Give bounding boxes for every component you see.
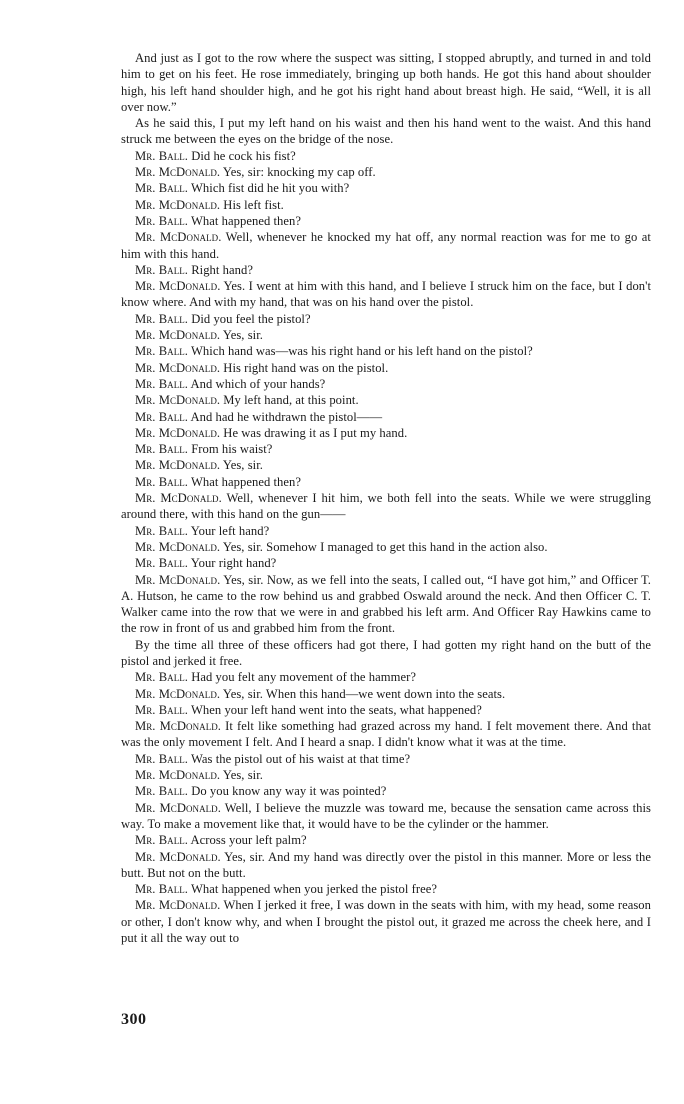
paragraph-text: Had you felt any movement of the hammer? (191, 670, 416, 685)
paragraph-text: Yes, sir. (222, 458, 263, 473)
paragraph-text: Which fist did he hit you with? (190, 181, 350, 196)
paragraph (121, 474, 651, 490)
speaker-name: Mr. McDonald. (135, 539, 221, 554)
speaker-name: Mr. McDonald. (135, 686, 221, 701)
paragraph (121, 555, 651, 571)
paragraph (121, 392, 651, 408)
speaker-name: Mr. McDonald. (135, 230, 222, 245)
speaker-name: Mr. McDonald. (135, 491, 222, 506)
paragraph (121, 148, 651, 164)
paragraph (121, 897, 651, 946)
speaker-name: Mr. Ball. (135, 670, 188, 685)
paragraph-text: When I jerked it free, I was down in the seats with him, with my head, some reason or other, I don't know why, and when I brought the pistol out, it grazed me across the cheek here, and I put it all the way out to (121, 898, 651, 946)
speaker-name: Mr. Ball. (135, 556, 188, 571)
speaker-name: Mr. McDonald. (135, 572, 221, 587)
paragraph-text: Yes, sir: knocking my cap off. (222, 165, 376, 180)
paragraph-text: Your left hand? (190, 523, 270, 538)
paragraph-text: Yes, sir. (222, 328, 263, 343)
paragraph (121, 832, 651, 848)
paragraph-text: Yes, sir. Somehow I managed to get this hand in the action also. (222, 539, 548, 554)
paragraph-text: Well, whenever I hit him, we both fell into the seats. While we were struggling around there, with this hand on the gun—— (121, 491, 651, 522)
paragraph (121, 849, 651, 882)
paragraph (121, 376, 651, 392)
paragraph-text: Yes. I went at him with this hand, and I believe I struck him on the face, but I don't know where. And with my hand, that was on his hand over the pistol. (121, 279, 652, 310)
paragraph (121, 164, 651, 180)
speaker-name: Mr. Ball. (135, 311, 188, 326)
paragraph (121, 343, 651, 359)
paragraph (121, 881, 651, 897)
paragraph (121, 115, 651, 148)
speaker-name: Mr. Ball. (135, 882, 188, 897)
speaker-name: Mr. Ball. (135, 784, 188, 799)
paragraph-text: And just as I got to the row where the suspect was sitting, I stopped abruptly, and turned in and told him to get on his feet. He rose immediately, bringing up both hands. He got this hand about shoulder high, his left hand shoulder high, and he got his right hand about breast high. He said, “Well, it is all over now.” (121, 51, 651, 114)
paragraph (121, 409, 651, 425)
paragraph (121, 229, 651, 262)
paragraph (121, 751, 651, 767)
paragraph-text: Which hand was—was his right hand or his left hand on the pistol? (190, 344, 533, 359)
paragraph (121, 523, 651, 539)
speaker-name: Mr. Ball. (135, 523, 188, 538)
speaker-name: Mr. Ball. (135, 751, 188, 766)
paragraph-text: What happened when you jerked the pistol free? (190, 882, 438, 897)
paragraph (121, 702, 651, 718)
paragraph (121, 50, 651, 115)
speaker-name: Mr. McDonald. (135, 393, 221, 408)
speaker-name: Mr. Ball. (135, 181, 188, 196)
paragraph-text: Did you feel the pistol? (191, 311, 311, 326)
speaker-name: Mr. McDonald. (135, 800, 221, 815)
paragraph-text: From his waist? (191, 442, 273, 457)
paragraph (121, 490, 651, 523)
paragraph-text: Well, whenever he knocked my hat off, any normal reaction was for me to go at him with this hand. (121, 230, 651, 261)
speaker-name: Mr. McDonald. (135, 719, 221, 734)
paragraph-text: Yes, sir. When this hand—we went down into the seats. (222, 686, 506, 701)
paragraph (121, 327, 651, 343)
paragraph-text: Yes, sir. (222, 768, 263, 783)
paragraph-text: When your left hand went into the seats, what happened? (190, 702, 482, 717)
paragraph (121, 360, 651, 376)
paragraph (121, 197, 651, 213)
paragraph-text: It felt like something had grazed across my hand. I felt movement there. And that was the only movement I felt. And I heard a snap. I didn't know what it was at the time. (121, 719, 651, 750)
paragraph-text: And which of your hands? (190, 376, 326, 391)
speaker-name: Mr. McDonald. (135, 279, 221, 294)
speaker-name: Mr. Ball. (135, 148, 188, 163)
speaker-name: Mr. McDonald. (135, 425, 221, 440)
paragraph-text: Well, I believe the muzzle was toward me, because the sensation came across this way. To make a movement like that, it would have to be the cylinder or the hammer. (121, 800, 651, 831)
paragraph (121, 180, 651, 196)
paragraph-text: And had he withdrawn the pistol—— (190, 409, 383, 424)
paragraph (121, 213, 651, 229)
speaker-name: Mr. McDonald. (135, 768, 221, 783)
paragraph (121, 669, 651, 685)
paragraph-text: Yes, sir. And my hand was directly over the pistol in this manner. More or less the butt. But not on the butt. (121, 849, 651, 880)
speaker-name: Mr. Ball. (135, 344, 188, 359)
speaker-name: Mr. Ball. (135, 833, 188, 848)
speaker-name: Mr. Ball. (135, 474, 188, 489)
paragraph-text: My left hand, at this point. (223, 393, 359, 408)
paragraph (121, 262, 651, 278)
speaker-name: Mr. McDonald. (135, 328, 221, 343)
paragraph (121, 637, 651, 670)
paragraph-text: He was drawing it as I put my hand. (223, 425, 408, 440)
speaker-name: Mr. Ball. (135, 442, 188, 457)
paragraph (121, 800, 651, 833)
speaker-name: Mr. Ball. (135, 376, 188, 391)
paragraph (121, 425, 651, 441)
paragraph (121, 278, 651, 311)
paragraph-text: Do you know any way it was pointed? (191, 784, 387, 799)
page-number: 300 (121, 1011, 147, 1028)
paragraph (121, 311, 651, 327)
paragraph-text: What happened then? (190, 474, 302, 489)
speaker-name: Mr. McDonald. (135, 458, 221, 473)
paragraph (121, 686, 651, 702)
speaker-name: Mr. McDonald. (135, 360, 221, 375)
paragraph (121, 457, 651, 473)
speaker-name: Mr. Ball. (135, 213, 188, 228)
paragraph-text: Your right hand? (190, 556, 277, 571)
speaker-name: Mr. McDonald. (135, 197, 221, 212)
testimony-text (121, 50, 651, 946)
paragraph-text: Did he cock his fist? (191, 148, 296, 163)
paragraph (121, 767, 651, 783)
paragraph (121, 572, 651, 637)
paragraph (121, 783, 651, 799)
paragraph-text: His left fist. (223, 197, 284, 212)
paragraph-text: As he said this, I put my left hand on his waist and then his hand went to the waist. And this hand struck me between the eyes on the bridge of the nose. (121, 116, 651, 147)
speaker-name: Mr. McDonald. (135, 849, 221, 864)
paragraph-text: What happened then? (190, 213, 302, 228)
paragraph (121, 718, 651, 751)
speaker-name: Mr. Ball. (135, 409, 188, 424)
paragraph-text: Right hand? (191, 262, 253, 277)
speaker-name: Mr. McDonald. (135, 165, 221, 180)
paragraph-text: Yes, sir. Now, as we fell into the seats, I called out, “I have got him,” and Officer T. A. Hutson, he came to the row behind us and grabbed Oswald around the neck. And then Officer C. T. Walker came into the row that we were in and grabbed his left arm. And Officer Ray Hawkins came to the row in front of us and grabbed him from the front. (121, 572, 652, 636)
speaker-name: Mr. Ball. (135, 262, 188, 277)
speaker-name: Mr. McDonald. (135, 898, 221, 913)
paragraph-text: His right hand was on the pistol. (223, 360, 389, 375)
paragraph (121, 539, 651, 555)
paragraph (121, 441, 651, 457)
paragraph-text: By the time all three of these officers had got there, I had gotten my right hand on the butt of the pistol and jerked it free. (121, 637, 651, 668)
paragraph-text: Was the pistol out of his waist at that time? (190, 751, 411, 766)
paragraph-text: Across your left palm? (190, 833, 307, 848)
speaker-name: Mr. Ball. (135, 702, 188, 717)
